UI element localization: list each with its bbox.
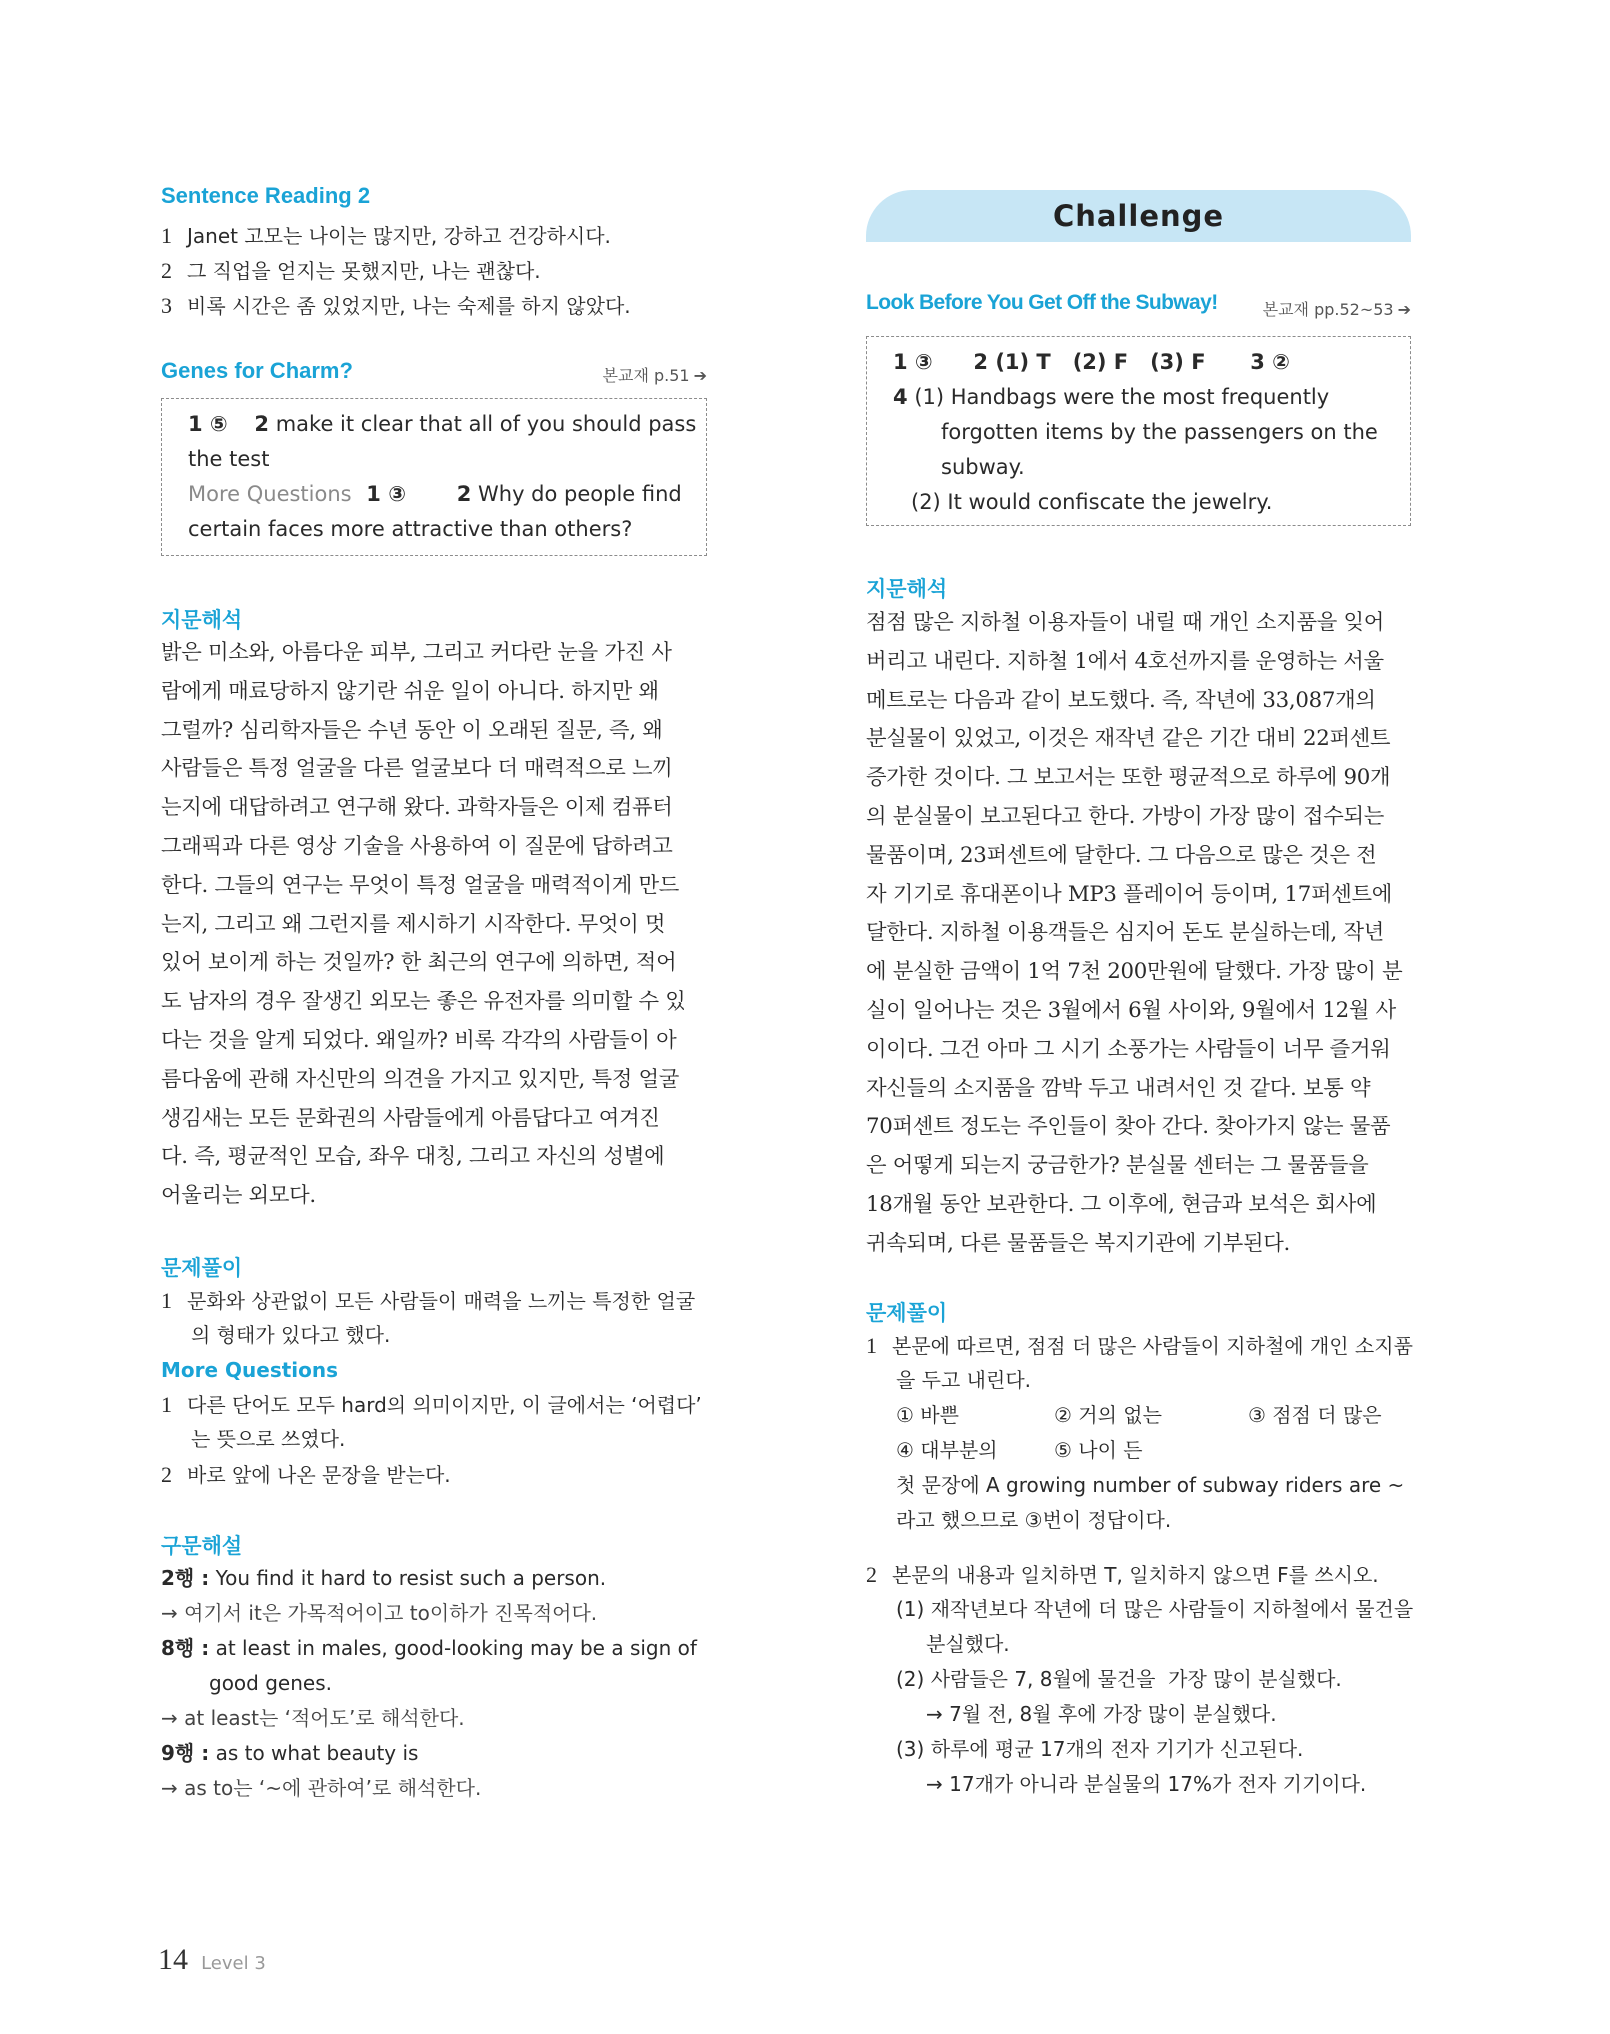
subway-title: Look Before You Get Off the Subway!	[866, 291, 1218, 314]
paragraph-line: 어울리는 외모다.	[161, 1183, 316, 1209]
paragraph-line: 는지, 그리고 왜 그런지를 제시하기 시작한다. 무엇이 멋	[161, 911, 666, 937]
interpretation-title: 지문해석	[866, 577, 948, 601]
mq-answer-1: 1 ③	[366, 482, 406, 506]
solution-q2-line1	[866, 1557, 1379, 1593]
item-number: 3	[161, 293, 172, 318]
item-text: Janet 고모는 나이는 많지만, 강하고 건강하시다.	[187, 224, 611, 248]
paragraph-line: 생김새는 모든 문화권의 사람들에게 아름답다고 여겨진	[161, 1105, 660, 1131]
syntax-title: 구문해설	[161, 1534, 243, 1558]
q2-sub3-line1: (3) 하루에 평균 17개의 전자 기기가 신고된다.	[896, 1737, 1304, 1761]
answer-line-2: the test	[188, 447, 270, 471]
genes-answer-box	[161, 398, 707, 556]
paragraph-line: 람에게 매료당하지 않기란 쉬운 일이 아니다. 하지만 왜	[161, 678, 659, 704]
answer-line-5: (2) It would confiscate the jewelry.	[911, 490, 1273, 514]
item-text: 그 직업을 얻지는 못했지만, 나는 괜찮다.	[187, 259, 541, 283]
solution-q1-line2: 을 두고 내린다.	[896, 1368, 1031, 1392]
syntax-row-2: → 여기서 it은 가목적어이고 to이하가 진목적어다.	[161, 1601, 598, 1625]
answer-2: 2 (1) T (2) F (3) F	[973, 350, 1206, 374]
item-number: 1	[161, 1288, 172, 1313]
paragraph-line: 도 남자의 경우 잘생긴 외모는 좋은 유전자를 의미할 수 있	[161, 989, 686, 1015]
paragraph-line: 18개월 동안 보관한다. 그 이후에, 현금과 보석은 회사에	[866, 1191, 1377, 1217]
q2-sub2-line1: (2) 사람들은 7, 8월에 물건을 가장 많이 분실했다.	[896, 1667, 1342, 1691]
arrow-right-icon: ➔	[693, 366, 707, 385]
answer-line-3	[188, 477, 680, 512]
q2-sub1-line1: (1) 재작년보다 작년에 더 많은 사람들이 지하철에서 물건을	[896, 1597, 1414, 1621]
item-number: 2	[161, 258, 172, 283]
syntax-text: at least in males, good-looking may be a sign of	[215, 1636, 697, 1660]
more-questions-title: More Questions	[161, 1358, 339, 1382]
answer-line-1	[188, 407, 697, 442]
item-number: 1	[866, 1333, 877, 1358]
subway-book-ref	[1263, 297, 1411, 320]
paragraph-line: 그럴까? 심리학자들은 수년 동안 이 오래된 질문, 즉, 왜	[161, 717, 663, 743]
level-label: Level 3	[201, 1953, 266, 1974]
paragraph-line: 다는 것을 알게 되었다. 왜일까? 비록 각각의 사람들이 아	[161, 1027, 677, 1053]
answer-4-number: 4	[893, 385, 908, 409]
genes-title: Genes for Charm?	[161, 358, 353, 383]
syntax-row-6	[161, 1736, 418, 1771]
answer-line-3: forgotten items by the passengers on the	[941, 420, 1378, 444]
paragraph-line: 실이 일어나는 것은 3월에서 6월 사이와, 9월에서 12월 사	[866, 997, 1396, 1023]
paragraph-line: 은 어떻게 되는지 궁금한가? 분실물 센터는 그 물품들을	[866, 1153, 1369, 1179]
paragraph-line: 분실물이 있었고, 이것은 재작년 같은 기간 대비 22퍼센트	[866, 726, 1391, 752]
solution-title: 문제풀이	[866, 1301, 948, 1325]
syntax-text: as to what beauty is	[215, 1741, 419, 1765]
paragraph-line: 다. 즉, 평균적인 모습, 좌우 대칭, 그리고 자신의 성별에	[161, 1144, 665, 1170]
answer-2-number: 2	[254, 412, 270, 436]
paragraph-line: 사람들은 특정 얼굴을 다른 얼굴보다 더 매력적으로 느끼	[161, 756, 673, 782]
sentence-reading-title: Sentence Reading 2	[161, 183, 371, 208]
answer-line-1	[893, 345, 1384, 380]
answer-3: 3 ②	[1250, 350, 1290, 374]
answer-line-4: certain faces more attractive than others?	[188, 517, 633, 541]
more-questions-label: More Questions	[188, 482, 352, 506]
line-ref: 2행 :	[161, 1566, 210, 1590]
option-1: ① 바쁜	[896, 1403, 959, 1427]
explanation-line2: 라고 했으므로 ③번이 정답이다.	[896, 1508, 1172, 1532]
syntax-text: You find it hard to resist such a person.	[215, 1566, 607, 1590]
solution-q1-line1	[161, 1283, 695, 1319]
item-text: 본문에 따르면, 점점 더 많은 사람들이 지하철에 개인 소지품	[892, 1334, 1413, 1358]
book-ref-text: 본교재 p.51	[602, 366, 690, 385]
item-text: 본문의 내용과 일치하면 T, 일치하지 않으면 F를 쓰시오.	[892, 1563, 1379, 1587]
subway-answer-box	[866, 336, 1411, 526]
answer-2-text: make it clear that all of you should pass	[275, 412, 697, 436]
paragraph-line: 메트로는 다음과 같이 보도했다. 즉, 작년에 33,087개의	[866, 687, 1376, 713]
interpretation-text	[866, 604, 1411, 1264]
book-ref-text: 본교재 pp.52~53	[1262, 300, 1394, 319]
item-text: 바로 앞에 나온 문장을 받는다.	[187, 1463, 451, 1487]
item-text: 비록 시간은 좀 있었지만, 나는 숙제를 하지 않았다.	[187, 294, 631, 318]
paragraph-line: 물품이며, 23퍼센트에 달한다. 그 다음으로 많은 것은 전	[866, 842, 1377, 868]
mq-item-2	[161, 1457, 451, 1493]
answer-1: 1 ③	[893, 350, 933, 374]
answer-1: 1 ⑤	[188, 412, 228, 436]
paragraph-line: 한다. 그들의 연구는 무엇이 특정 얼굴을 매력적이게 만드	[161, 872, 680, 898]
mq-answer-2-text: Why do people find	[478, 482, 682, 506]
answer-4-text: (1) Handbags were the most frequently	[914, 385, 1330, 409]
mq-item-1-line1	[161, 1387, 702, 1423]
line-ref: 9행 :	[161, 1741, 210, 1765]
paragraph-line: 증가한 것이다. 그 보고서는 또한 평균적으로 하루에 90개	[866, 765, 1391, 791]
syntax-row-3	[161, 1631, 697, 1666]
paragraph-line: 밝은 미소와, 아름다운 피부, 그리고 커다란 눈을 가진 사	[161, 640, 672, 665]
mq-item-1-line2: 는 뜻으로 쓰였다.	[191, 1427, 346, 1451]
option-3: ③ 점점 더 많은	[1248, 1403, 1382, 1427]
paragraph-line: 달한다. 지하철 이용객들은 심지어 돈도 분실하는데, 작년	[866, 920, 1385, 946]
paragraph-line: 70퍼센트 정도는 주인들이 찾아 간다. 찾아가지 않는 물품	[866, 1114, 1391, 1140]
solution-q1-line2: 의 형태가 있다고 했다.	[191, 1323, 391, 1347]
explanation-line1: 첫 문장에 A growing number of subway riders are ~	[896, 1473, 1405, 1497]
page-footer	[158, 1943, 266, 1977]
options-row-1	[866, 1398, 1382, 1433]
item-number: 1	[161, 223, 172, 248]
paragraph-line: 의 분실물이 보고된다고 한다. 가방이 가장 많이 접수되는	[866, 803, 1385, 829]
item-number: 2	[866, 1562, 877, 1587]
paragraph-line: 자 기기로 휴대폰이나 MP3 플레이어 등이며, 17퍼센트에	[866, 881, 1393, 907]
option-2: ② 거의 없는	[1054, 1403, 1162, 1427]
sentence-item-3	[161, 288, 631, 324]
syntax-row-4: good genes.	[209, 1671, 332, 1695]
syntax-row-7: → as to는 ‘~에 관하여’로 해석한다.	[161, 1776, 482, 1800]
paragraph-line: 에 분실한 금액이 1억 7천 200만원에 달했다. 가장 많이 분	[866, 959, 1403, 985]
answer-line-2	[893, 380, 1384, 415]
mq-answer-2-number: 2	[456, 482, 472, 506]
paragraph-line: 있어 보이게 하는 것일까? 한 최근의 연구에 의하면, 적어	[161, 950, 677, 976]
option-4: ④ 대부분의	[896, 1438, 998, 1462]
q2-sub1-line2: 분실했다.	[926, 1632, 1010, 1656]
syntax-row-1	[161, 1561, 606, 1596]
solution-q1-line1	[866, 1328, 1413, 1364]
item-text: 다른 단어도 모두 hard의 의미이지만, 이 글에서는 ‘어렵다’	[187, 1393, 702, 1417]
q2-sub3-line2: → 17개가 아니라 분실물의 17%가 전자 기기이다.	[926, 1772, 1367, 1796]
page-number: 14	[158, 1943, 188, 1976]
line-ref: 8행 :	[161, 1636, 210, 1660]
paragraph-line: 귀속되며, 다른 물품들은 복지기관에 기부된다.	[866, 1230, 1291, 1256]
sentence-item-2	[161, 253, 541, 289]
paragraph-line: 자신들의 소지품을 깜박 두고 내려서인 것 같다. 보통 약	[866, 1075, 1371, 1101]
item-number: 2	[161, 1462, 172, 1487]
paragraph-line: 는지에 대답하려고 연구해 왔다. 과학자들은 이제 컴퓨터	[161, 795, 673, 821]
option-5: ⑤ 나이 든	[1054, 1438, 1143, 1462]
paragraph-line: 름다움에 관해 자신만의 의견을 가지고 있지만, 특정 얼굴	[161, 1066, 680, 1092]
paragraph-line: 그래픽과 다른 영상 기술을 사용하여 이 질문에 답하려고	[161, 833, 673, 859]
answer-line-4: subway.	[941, 455, 1025, 479]
paragraph-line: 이이다. 그건 아마 그 시기 소풍가는 사람들이 너무 즐거워	[866, 1036, 1391, 1062]
paragraph-line: 점점 많은 지하철 이용자들이 내릴 때 개인 소지품을 잊어	[866, 610, 1385, 635]
genes-book-ref	[603, 363, 707, 386]
challenge-banner: Challenge	[866, 190, 1411, 242]
arrow-right-icon: ➔	[1397, 300, 1411, 319]
item-text: 문화와 상관없이 모든 사람들이 매력을 느끼는 특정한 얼굴	[187, 1289, 696, 1313]
solution-title: 문제풀이	[161, 1256, 243, 1280]
paragraph-line: 버리고 내린다. 지하철 1에서 4호선까지를 운영하는 서울	[866, 648, 1384, 674]
interpretation-text	[161, 634, 707, 1216]
options-row-2	[866, 1433, 1143, 1468]
sentence-item-1	[161, 218, 611, 254]
interpretation-title: 지문해석	[161, 608, 243, 632]
item-number: 1	[161, 1392, 172, 1417]
syntax-row-5: → at least는 ‘적어도’로 해석한다.	[161, 1706, 465, 1730]
q2-sub2-line2: → 7월 전, 8월 후에 가장 많이 분실했다.	[926, 1702, 1277, 1726]
